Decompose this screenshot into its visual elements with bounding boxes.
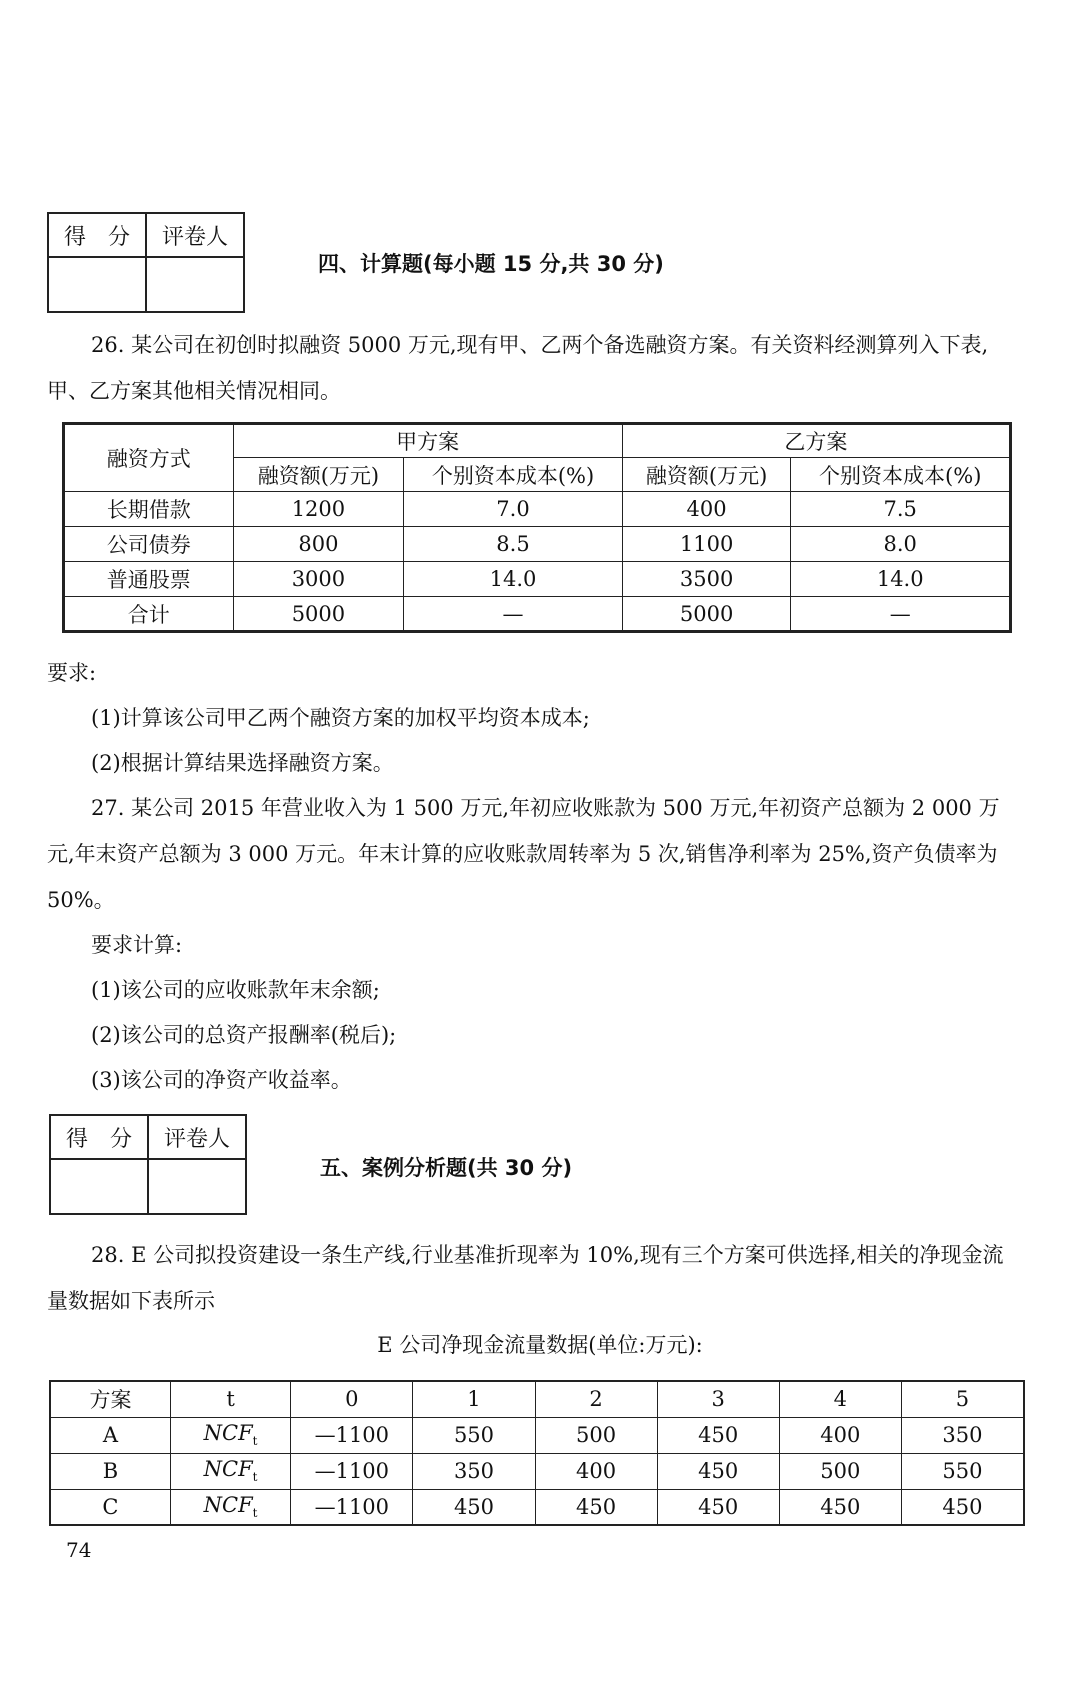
ncf-label <box>170 1489 290 1525</box>
table-row <box>50 1417 1024 1453</box>
ncf-subscript: t <box>252 1434 258 1449</box>
row-name: 合计 <box>64 597 234 632</box>
header-b-amount: 融资额(万元) <box>622 458 791 492</box>
header-plan-a: 甲方案 <box>233 424 622 458</box>
b-cost: — <box>791 597 1011 632</box>
table-row <box>64 562 1011 597</box>
score-label: 得 分 <box>48 213 146 257</box>
header-t: t <box>170 1381 290 1417</box>
a-cost: 7.0 <box>404 492 623 527</box>
ncf-value: 500 <box>535 1417 657 1453</box>
row-name: 普通股票 <box>64 562 234 597</box>
page-number: 74 <box>66 1538 92 1562</box>
q28-table-caption: E 公司净现金流量数据(单位:万元): <box>377 1333 703 1357</box>
ncf-label <box>170 1453 290 1489</box>
ncf-label <box>170 1417 290 1453</box>
table-row <box>64 527 1011 562</box>
a-cost: — <box>404 597 623 632</box>
table-header-row <box>50 1381 1024 1417</box>
ncf-value: 450 <box>901 1489 1024 1525</box>
section5-title: 五、案例分析题(共 30 分) <box>320 1156 573 1180</box>
a-amount: 3000 <box>233 562 404 597</box>
q26-requirement-2: (2)根据计算结果选择融资方案。 <box>91 751 394 775</box>
a-amount: 1200 <box>233 492 404 527</box>
table-row <box>64 492 1011 527</box>
plan-label: B <box>50 1453 170 1489</box>
a-amount: 800 <box>233 527 404 562</box>
table-row <box>50 1453 1024 1489</box>
q26-requirement-1: (1)计算该公司甲乙两个融资方案的加权平均资本成本; <box>91 706 590 730</box>
grader-label: 评卷人 <box>146 213 244 257</box>
ncf-value: 350 <box>413 1453 535 1489</box>
score-label: 得 分 <box>50 1115 148 1159</box>
q28-cashflow-table <box>49 1380 1025 1526</box>
table-row <box>64 597 1011 632</box>
header-year-4: 4 <box>779 1381 901 1417</box>
header-year-3: 3 <box>657 1381 779 1417</box>
q27-text: 27. 某公司 2015 年营业收入为 1 500 万元,年初应收账款为 500 万元,年初资产总额为 2 000 万元,年末资产总额为 3 000 万元。年末计算的应收账款周转率为 5 次,销售净利率为 25%,资产负债率为 50%。 <box>47 796 1000 912</box>
plan-label: A <box>50 1417 170 1453</box>
header-year-2: 2 <box>535 1381 657 1417</box>
ncf-value: 450 <box>535 1489 657 1525</box>
b-amount: 400 <box>622 492 791 527</box>
ncf-value: 450 <box>413 1489 535 1525</box>
header-year-0: 0 <box>291 1381 413 1417</box>
ncf-value: 450 <box>779 1489 901 1525</box>
ncf-value: 450 <box>657 1489 779 1525</box>
a-amount: 5000 <box>233 597 404 632</box>
header-year-1: 1 <box>413 1381 535 1417</box>
header-method: 融资方式 <box>64 424 234 492</box>
b-cost: 7.5 <box>791 492 1011 527</box>
ncf-text: NCF <box>203 1421 253 1446</box>
ncf-subscript: t <box>252 1506 258 1521</box>
ncf-value: —1100 <box>291 1453 413 1489</box>
ncf-text: NCF <box>203 1457 253 1482</box>
b-amount: 5000 <box>622 597 791 632</box>
ncf-value: —1100 <box>291 1489 413 1525</box>
score-box-section4 <box>47 212 245 313</box>
q28-text: 28. E 公司拟投资建设一条生产线,行业基准折现率为 10%,现有三个方案可供选择,相关的净现金流量数据如下表所示 <box>47 1243 1004 1313</box>
ncf-value: 450 <box>657 1453 779 1489</box>
grader-cell <box>146 257 244 312</box>
a-cost: 8.5 <box>404 527 623 562</box>
q26-requirement-label: 要求: <box>47 661 97 685</box>
plan-label: C <box>50 1489 170 1525</box>
header-b-cost: 个别资本成本(%) <box>791 458 1011 492</box>
q26-financing-table <box>62 422 1012 633</box>
header-a-amount: 融资额(万元) <box>233 458 404 492</box>
score-cell <box>50 1159 148 1214</box>
score-box-section5 <box>49 1114 247 1215</box>
q26-text: 26. 某公司在初创时拟融资 5000 万元,现有甲、乙两个备选融资方案。有关资料经测算列入下表,甲、乙方案其他相关情况相同。 <box>47 333 989 403</box>
table-row <box>50 1489 1024 1525</box>
ncf-value: 550 <box>413 1417 535 1453</box>
header-year-5: 5 <box>901 1381 1024 1417</box>
ncf-subscript: t <box>252 1470 258 1485</box>
q27-requirement-label: 要求计算: <box>91 933 183 957</box>
b-cost: 14.0 <box>791 562 1011 597</box>
header-plan-b: 乙方案 <box>622 424 1010 458</box>
ncf-text: NCF <box>203 1493 253 1518</box>
b-amount: 3500 <box>622 562 791 597</box>
grader-cell <box>148 1159 246 1214</box>
ncf-value: 500 <box>779 1453 901 1489</box>
ncf-value: 350 <box>901 1417 1024 1453</box>
ncf-value: —1100 <box>291 1417 413 1453</box>
ncf-value: 400 <box>535 1453 657 1489</box>
q27-requirement-2: (2)该公司的总资产报酬率(税后); <box>91 1023 397 1047</box>
ncf-value: 400 <box>779 1417 901 1453</box>
row-name: 长期借款 <box>64 492 234 527</box>
header-a-cost: 个别资本成本(%) <box>404 458 623 492</box>
header-plan: 方案 <box>50 1381 170 1417</box>
a-cost: 14.0 <box>404 562 623 597</box>
ncf-value: 450 <box>657 1417 779 1453</box>
q27-requirement-1: (1)该公司的应收账款年末余额; <box>91 978 380 1002</box>
score-cell <box>48 257 146 312</box>
b-cost: 8.0 <box>791 527 1011 562</box>
q27-requirement-3: (3)该公司的净资产收益率。 <box>91 1068 352 1092</box>
row-name: 公司债券 <box>64 527 234 562</box>
b-amount: 1100 <box>622 527 791 562</box>
ncf-value: 550 <box>901 1453 1024 1489</box>
section4-title: 四、计算题(每小题 15 分,共 30 分) <box>318 252 664 276</box>
grader-label: 评卷人 <box>148 1115 246 1159</box>
